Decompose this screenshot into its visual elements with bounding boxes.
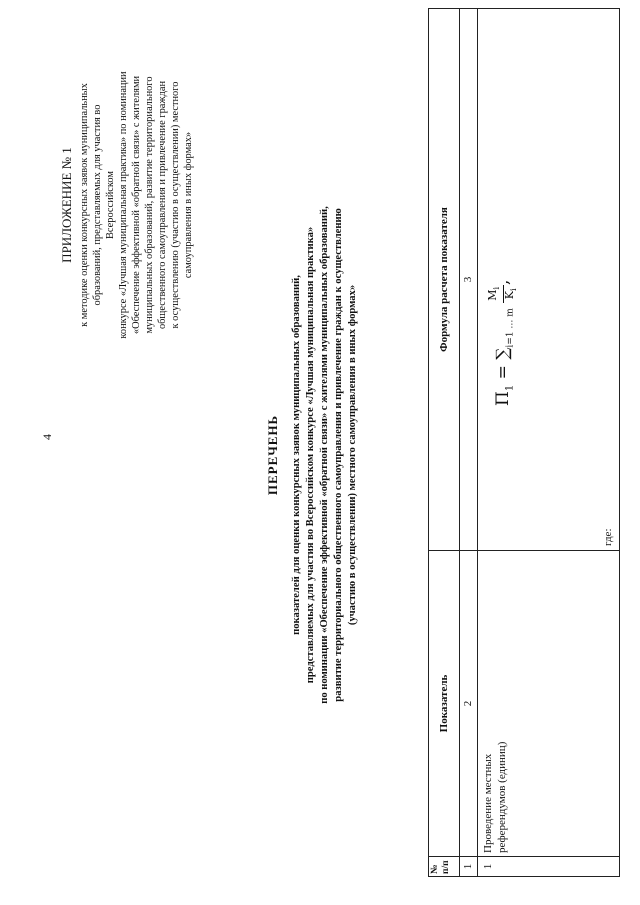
header-indicator: Показатель	[438, 674, 450, 733]
appendix-header	[58, 70, 195, 340]
page-number: 4	[40, 434, 54, 440]
indicators-table	[428, 8, 620, 877]
appendix-line: конкурсе «Лучшая муниципальная практика» по номинации	[118, 71, 129, 339]
table-column-divider	[429, 550, 619, 551]
column-number: 1	[462, 863, 474, 870]
list-subtitle-line: показателей для оценки конкурсных заявок муниципальных образований,	[291, 275, 302, 635]
row-num: 1	[482, 863, 494, 870]
header-num: № п/п	[430, 860, 451, 874]
formula-fraction: $M_i$ $K_i$	[486, 286, 519, 301]
list-subtitle-line: представляемых для участия во Всероссийском конкурсе «Лучшая муниципальная практика»	[305, 226, 316, 684]
appendix-line: муниципальных образований, развитие территориального	[144, 76, 155, 334]
row-indicator: Проведение местных референдумов (единиц)	[482, 741, 508, 853]
appendix-line: к осуществлению (участию в осуществлении) местного	[170, 81, 181, 329]
appendix-title: ПРИЛОЖЕНИЕ № 1	[59, 147, 74, 263]
table-header-rule	[459, 9, 460, 876]
appendix-line: общественного самоуправления и привлечение граждан	[157, 80, 168, 330]
table-column-number-rule	[477, 9, 478, 876]
appendix-line: самоуправления в иных формах»	[183, 131, 194, 279]
list-subtitle-line: по номинации «Обеспечение эффективной «обратной связи» с жителями муниципальных образований,	[319, 206, 330, 704]
appendix-line: «Обеспечение эффективной «обратной связи» с жителями	[131, 75, 142, 335]
row-where-label: где:	[602, 528, 614, 546]
list-title: ПЕРЕЧЕНЬ	[265, 414, 280, 496]
column-number: 2	[462, 700, 474, 707]
list-subtitle-line: (участию в осуществлении) местного самоуправления в иных формах»	[347, 284, 358, 626]
appendix-line: к методике оценки конкурсных заявок муниципальных	[79, 83, 90, 327]
appendix-line: образований, представляемых для участия во Всероссийском	[92, 104, 116, 306]
list-subtitle	[290, 155, 360, 755]
list-subtitle-line: развитие территориального общественного самоуправления и привлечение граждан к осуществлению	[333, 208, 344, 702]
row-formula: $П_1 = \sum_{i=1 \dots m}$ $M_i$ $K_i$ ,	[486, 279, 519, 406]
table-column-divider	[429, 856, 619, 857]
header-formula: Формула расчета показателя	[438, 207, 450, 352]
column-number: 3	[462, 276, 474, 283]
